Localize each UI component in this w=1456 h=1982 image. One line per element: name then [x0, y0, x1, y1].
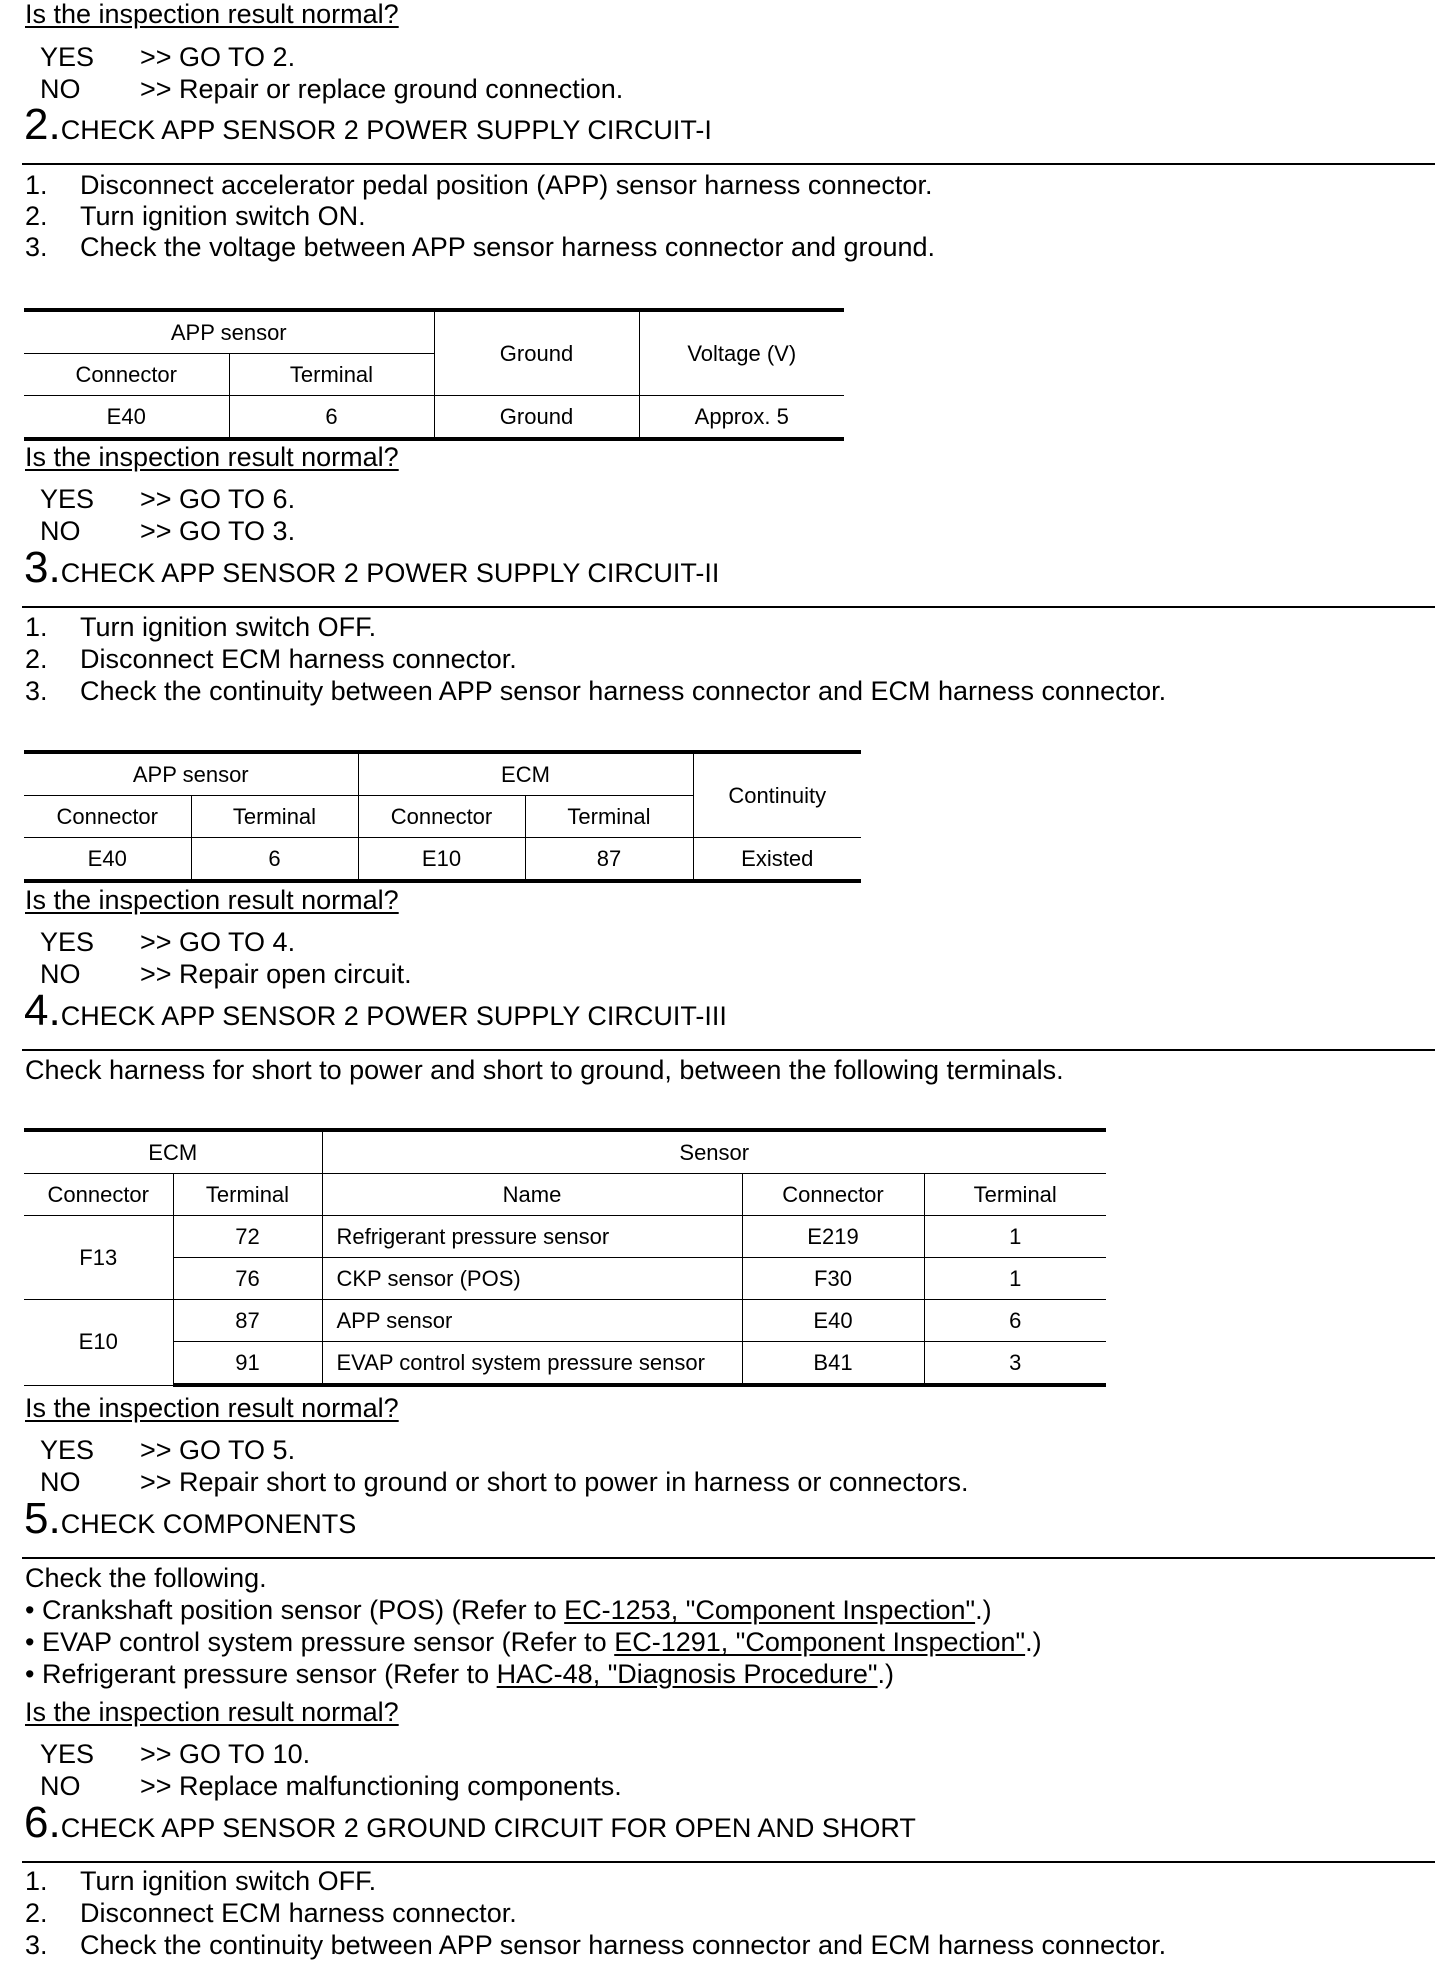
- table-header: Continuity: [693, 752, 861, 838]
- inspection-question: Is the inspection result normal?: [25, 1697, 399, 1727]
- table-cell: 91: [173, 1342, 322, 1386]
- no-key: NO: [40, 959, 81, 989]
- item-text: Check the continuity between APP sensor harness connector and ECM harness connector.: [80, 1930, 1167, 1960]
- step-6-item: [25, 1898, 517, 1929]
- item-number: 3.: [25, 232, 48, 262]
- table-header: Connector: [24, 1174, 173, 1216]
- table-cell: 3: [924, 1342, 1106, 1386]
- table-cell: Approx. 5: [639, 396, 844, 440]
- continuity-table: [24, 750, 861, 883]
- table-cell: Existed: [693, 838, 861, 882]
- no-key: NO: [40, 1467, 81, 1497]
- table-cell: APP sensor: [322, 1300, 742, 1342]
- table-cell: E40: [742, 1300, 924, 1342]
- table-header: Connector: [358, 796, 525, 838]
- table-row: [24, 1342, 1106, 1386]
- table-cell: 87: [173, 1300, 322, 1342]
- item-text: Turn ignition switch ON.: [80, 201, 366, 231]
- yes-branch: [40, 1435, 295, 1466]
- step-2-heading: [24, 100, 712, 150]
- table-cell: Refrigerant pressure sensor: [322, 1216, 742, 1258]
- table-row: [24, 396, 844, 440]
- yes-branch: [40, 484, 295, 515]
- table-cell: Ground: [434, 396, 639, 440]
- table-row: [24, 1216, 1106, 1258]
- step-title: CHECK APP SENSOR 2 POWER SUPPLY CIRCUIT-III: [60, 1001, 727, 1031]
- item-number: 1.: [25, 612, 48, 642]
- table-cell: 72: [173, 1216, 322, 1258]
- step-6-item: [25, 1866, 376, 1897]
- step-divider: [22, 1861, 1435, 1863]
- yes-key: YES: [40, 927, 95, 957]
- table-header: Terminal: [229, 354, 434, 396]
- table-group-header: ECM: [24, 1130, 322, 1174]
- table-header: Voltage (V): [639, 310, 844, 396]
- bullet-text: .): [877, 1659, 895, 1689]
- item-number: 1.: [25, 170, 48, 200]
- table-row: [24, 1258, 1106, 1300]
- table-header: Connector: [24, 796, 191, 838]
- inspection-question: Is the inspection result normal?: [25, 442, 399, 472]
- bullet-item: • Crankshaft position sensor (POS) (Refer to EC-1253, "Component Inspection".): [25, 1595, 992, 1625]
- table-group-header: Sensor: [322, 1130, 1106, 1174]
- step-5-heading: [24, 1494, 356, 1544]
- table-cell: E10: [358, 838, 525, 882]
- bullet-text: EVAP control system pressure sensor (Refer to: [41, 1627, 615, 1657]
- yes-key: YES: [40, 1435, 95, 1465]
- item-number: 2.: [25, 201, 48, 231]
- step-number: 3.: [24, 543, 61, 592]
- step-title: CHECK APP SENSOR 2 POWER SUPPLY CIRCUIT-II: [60, 558, 720, 588]
- step-3-item: [25, 676, 1166, 707]
- table-group-header: APP sensor: [24, 752, 358, 796]
- table-cell: 6: [229, 396, 434, 440]
- bullet-text: Refrigerant pressure sensor (Refer to: [41, 1659, 497, 1689]
- step-title: CHECK APP SENSOR 2 GROUND CIRCUIT FOR OPEN AND SHORT: [60, 1813, 916, 1843]
- yes-key: YES: [40, 42, 95, 72]
- bullet-text: Crankshaft position sensor (POS) (Refer to: [41, 1595, 565, 1625]
- step-4-heading: [24, 986, 727, 1036]
- table-cell: E219: [742, 1216, 924, 1258]
- yes-action: >> GO TO 6.: [140, 484, 296, 514]
- step-number: 4.: [24, 986, 61, 1035]
- yes-key: YES: [40, 1739, 95, 1769]
- step-number: 5.: [24, 1494, 61, 1543]
- item-text: Turn ignition switch OFF.: [80, 612, 377, 642]
- reference-link[interactable]: EC-1253, "Component Inspection": [564, 1595, 976, 1625]
- table-cell: 87: [525, 838, 693, 882]
- table-row: [24, 838, 861, 882]
- reference-link[interactable]: EC-1291, "Component Inspection": [614, 1627, 1026, 1657]
- yes-branch: [40, 42, 295, 73]
- table-cell: F13: [24, 1216, 173, 1300]
- yes-action: >> GO TO 5.: [140, 1435, 296, 1465]
- step-6-item: [25, 1930, 1166, 1961]
- step-3-heading: [24, 543, 719, 593]
- step-divider: [22, 1049, 1435, 1051]
- table-cell: 1: [924, 1216, 1106, 1258]
- table-cell: E40: [24, 396, 229, 440]
- item-text: Check the voltage between APP sensor harness connector and ground.: [80, 232, 936, 262]
- step-3-item: [25, 644, 517, 675]
- item-number: 2.: [25, 1898, 48, 1928]
- item-number: 3.: [25, 676, 48, 706]
- table-cell: 6: [191, 838, 358, 882]
- no-action: >> Replace malfunctioning components.: [140, 1771, 622, 1801]
- step-divider: [22, 1557, 1435, 1559]
- table-cell: EVAP control system pressure sensor: [322, 1342, 742, 1386]
- table-cell: E10: [24, 1300, 173, 1386]
- yes-action: >> GO TO 2.: [140, 42, 296, 72]
- yes-branch: [40, 927, 295, 958]
- yes-key: YES: [40, 484, 95, 514]
- table-header: Connector: [742, 1174, 924, 1216]
- no-action: >> GO TO 3.: [140, 516, 296, 546]
- inspection-question: Is the inspection result normal?: [25, 1393, 399, 1423]
- yes-branch: [40, 1739, 310, 1770]
- item-text: Check the continuity between APP sensor harness connector and ECM harness connector.: [80, 676, 1167, 706]
- bullet-text: .): [1025, 1627, 1042, 1657]
- table-header: Name: [322, 1174, 742, 1216]
- step-divider: [22, 163, 1435, 165]
- bullet-item: • Refrigerant pressure sensor (Refer to HAC-48, "Diagnosis Procedure".): [25, 1659, 895, 1689]
- step-5-text: Check the following.: [25, 1563, 267, 1593]
- harness-short-table: [24, 1128, 1106, 1387]
- table-cell: 6: [924, 1300, 1106, 1342]
- step-number: 2.: [24, 100, 61, 149]
- yes-action: >> GO TO 4.: [140, 927, 296, 957]
- table-header: Terminal: [191, 796, 358, 838]
- no-action: >> Repair or replace ground connection.: [140, 74, 624, 104]
- step-6-heading: [24, 1798, 916, 1848]
- table-group-header: APP sensor: [24, 310, 434, 354]
- no-key: NO: [40, 1771, 81, 1801]
- no-action: >> Repair open circuit.: [140, 959, 412, 989]
- voltage-table: [24, 308, 844, 441]
- table-header: Terminal: [924, 1174, 1106, 1216]
- step-title: CHECK COMPONENTS: [60, 1509, 357, 1539]
- bullet-text: .): [975, 1595, 992, 1625]
- bullet-item: • EVAP control system pressure sensor (Refer to EC-1291, "Component Inspection".): [25, 1627, 1042, 1657]
- inspection-question: Is the inspection result normal?: [25, 885, 399, 915]
- no-action: >> Repair short to ground or short to power in harness or connectors.: [140, 1467, 969, 1497]
- step-title: CHECK APP SENSOR 2 POWER SUPPLY CIRCUIT-I: [60, 115, 712, 145]
- step-2-item: [25, 201, 366, 232]
- no-key: NO: [40, 516, 81, 546]
- table-header: Connector: [24, 354, 229, 396]
- step-number: 6.: [24, 1798, 61, 1847]
- step-3-item: [25, 612, 376, 643]
- table-header: Terminal: [173, 1174, 322, 1216]
- table-header: Ground: [434, 310, 639, 396]
- table-cell: 1: [924, 1258, 1106, 1300]
- table-group-header: ECM: [358, 752, 693, 796]
- item-number: 2.: [25, 644, 48, 674]
- inspection-question: Is the inspection result normal?: [25, 0, 399, 29]
- item-text: Turn ignition switch OFF.: [80, 1866, 377, 1896]
- step-2-item: [25, 170, 932, 201]
- table-cell: B41: [742, 1342, 924, 1386]
- step-divider: [22, 606, 1435, 608]
- table-header: Terminal: [525, 796, 693, 838]
- step-4-text: Check harness for short to power and short to ground, between the following terminals.: [25, 1055, 1064, 1085]
- item-number: 1.: [25, 1866, 48, 1896]
- table-row: [24, 1300, 1106, 1342]
- table-cell: CKP sensor (POS): [322, 1258, 742, 1300]
- reference-link[interactable]: HAC-48, "Diagnosis Procedure": [496, 1659, 878, 1689]
- table-cell: E40: [24, 838, 191, 882]
- item-number: 3.: [25, 1930, 48, 1960]
- item-text: Disconnect ECM harness connector.: [80, 644, 517, 674]
- yes-action: >> GO TO 10.: [140, 1739, 311, 1769]
- item-text: Disconnect ECM harness connector.: [80, 1898, 517, 1928]
- step-2-item: [25, 232, 935, 263]
- item-text: Disconnect accelerator pedal position (APP) sensor harness connector.: [80, 170, 933, 200]
- table-cell: F30: [742, 1258, 924, 1300]
- table-cell: 76: [173, 1258, 322, 1300]
- no-key: NO: [40, 74, 81, 104]
